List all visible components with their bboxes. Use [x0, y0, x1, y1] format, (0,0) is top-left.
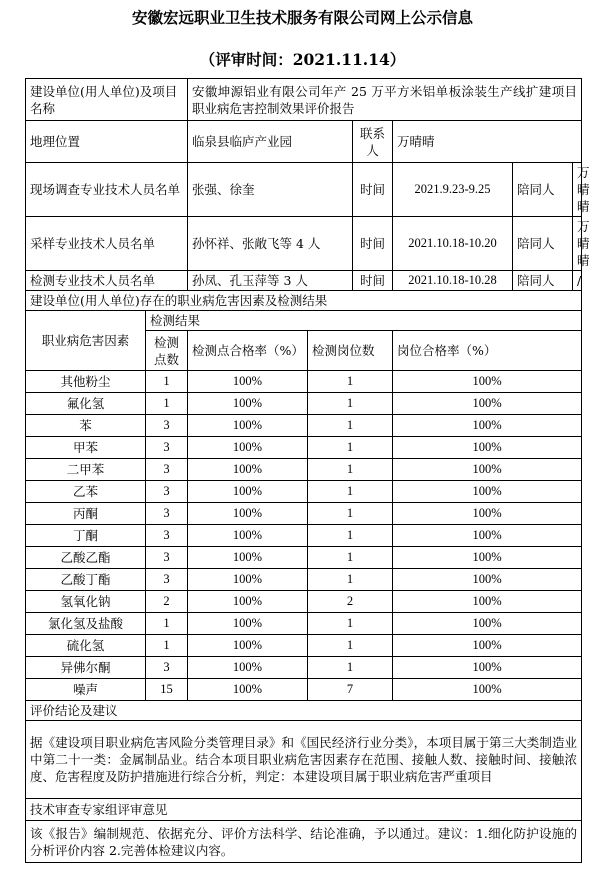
results-header-row — [26, 311, 582, 331]
result-row — [26, 679, 582, 701]
disclosure-table — [25, 78, 590, 863]
result-factor: 氢氧化钠 — [26, 591, 146, 613]
result-post-rate: 100% — [393, 679, 582, 701]
conclusion-text: 据《建设项目职业病危害风险分类管理目录》和《国民经济行业分类》，本项目属于第三大类制造业中第二十一类：金属制品业。结合本项目职业病危害因素存在范围、接触人数、接触时间、接触浓度、危害程度及防护措施进行综合分析，判定：本建设项目属于职业病危害严重项目 — [26, 721, 582, 799]
result-posts: 1 — [308, 459, 393, 481]
conclusion-title-row — [26, 701, 582, 721]
result-posts: 2 — [308, 591, 393, 613]
result-point-rate: 100% — [188, 679, 308, 701]
sampling-time-label: 时间 — [353, 217, 393, 271]
result-row — [26, 591, 582, 613]
results-section-title: 建设单位(用人单位)存在的职业病危害因素及检测结果 — [26, 291, 582, 311]
survey-time: 2021.9.23-9.25 — [393, 163, 513, 217]
result-factor: 异佛尔酮 — [26, 657, 146, 679]
result-posts: 1 — [308, 503, 393, 525]
result-factor: 丙酮 — [26, 503, 146, 525]
sampling-time: 2021.10.18-10.20 — [393, 217, 513, 271]
col-point-rate-header: 检测点合格率（%） — [188, 331, 308, 371]
result-post-rate: 100% — [393, 393, 582, 415]
unit-label: 建设单位(用人单位)及项目名称 — [26, 79, 188, 121]
result-row — [26, 525, 582, 547]
result-row — [26, 635, 582, 657]
result-posts: 1 — [308, 569, 393, 591]
contact-value: 万晴晴 — [393, 121, 582, 163]
result-factor: 硫化氢 — [26, 635, 146, 657]
col-post-rate-header: 岗位合格率（%） — [393, 331, 582, 371]
result-point-rate: 100% — [188, 371, 308, 393]
result-points: 2 — [146, 591, 188, 613]
result-factor: 甲苯 — [26, 437, 146, 459]
location-value: 临泉县临庐产业园 — [188, 121, 353, 163]
result-point-rate: 100% — [188, 657, 308, 679]
result-points: 1 — [146, 635, 188, 657]
col-points-header: 检测点数 — [146, 331, 188, 371]
result-post-rate: 100% — [393, 591, 582, 613]
result-factor: 丁酮 — [26, 525, 146, 547]
result-post-rate: 100% — [393, 459, 582, 481]
results-section-row — [26, 291, 582, 311]
testing-time-label: 时间 — [353, 271, 393, 291]
result-post-rate: 100% — [393, 525, 582, 547]
survey-value: 张强、徐奎 — [188, 163, 353, 217]
result-points: 3 — [146, 415, 188, 437]
sampling-label: 采样专业技术人员名单 — [26, 217, 188, 271]
result-posts: 1 — [308, 481, 393, 503]
conclusion-text-row — [26, 721, 582, 799]
col-posts-header: 检测岗位数 — [308, 331, 393, 371]
result-factor: 乙苯 — [26, 481, 146, 503]
result-post-rate: 100% — [393, 371, 582, 393]
result-point-rate: 100% — [188, 415, 308, 437]
result-factor: 乙酸乙酯 — [26, 547, 146, 569]
result-row — [26, 371, 582, 393]
location-label: 地理位置 — [26, 121, 188, 163]
sampling-accompany: 万晴晴 — [573, 217, 582, 271]
document-title: 安徽宏远职业卫生技术服务有限公司网上公示信息 — [131, 8, 473, 27]
review-text-row — [26, 821, 582, 863]
result-row — [26, 415, 582, 437]
result-post-rate: 100% — [393, 503, 582, 525]
result-post-rate: 100% — [393, 569, 582, 591]
result-post-rate: 100% — [393, 547, 582, 569]
result-posts: 1 — [308, 437, 393, 459]
result-point-rate: 100% — [188, 569, 308, 591]
contact-label: 联系人 — [353, 121, 393, 163]
result-post-rate: 100% — [393, 613, 582, 635]
review-title-row — [26, 799, 582, 821]
testing-time: 2021.10.18-10.28 — [393, 271, 513, 291]
testing-accompany: / — [573, 271, 582, 291]
result-post-rate: 100% — [393, 415, 582, 437]
unit-value: 安徽坤源铝业有限公司年产 25 万平方米铝单板涂装生产线扩建项目职业病危害控制效果评价报告 — [188, 79, 582, 121]
result-posts: 1 — [308, 547, 393, 569]
sampling-value: 孙怀祥、张敞飞等 4 人 — [188, 217, 353, 271]
result-points: 15 — [146, 679, 188, 701]
result-posts: 1 — [308, 635, 393, 657]
result-row — [26, 503, 582, 525]
testing-accompany-label: 陪同人 — [513, 271, 573, 291]
testing-value: 孙凤、孔玉萍等 3 人 — [188, 271, 353, 291]
result-posts: 1 — [308, 371, 393, 393]
result-posts: 7 — [308, 679, 393, 701]
results-body — [26, 371, 582, 701]
result-post-rate: 100% — [393, 437, 582, 459]
result-posts: 1 — [308, 657, 393, 679]
result-row — [26, 547, 582, 569]
result-points: 3 — [146, 437, 188, 459]
result-points: 1 — [146, 371, 188, 393]
result-row — [26, 459, 582, 481]
review-text: 该《报告》编制规范、依据充分、评价方法科学、结论准确，予以通过。建议：1.细化防护设施的分析评价内容 2.完善体检建议内容。 — [26, 821, 582, 863]
survey-time-label: 时间 — [353, 163, 393, 217]
result-factor: 苯 — [26, 415, 146, 437]
result-posts: 1 — [308, 525, 393, 547]
result-factor: 氟化氢 — [26, 393, 146, 415]
result-point-rate: 100% — [188, 613, 308, 635]
col-factor-header: 职业病危害因素 — [26, 311, 146, 371]
result-factor: 二甲苯 — [26, 459, 146, 481]
result-factor: 噪声 — [26, 679, 146, 701]
result-point-rate: 100% — [188, 481, 308, 503]
result-row — [26, 613, 582, 635]
result-point-rate: 100% — [188, 503, 308, 525]
result-post-rate: 100% — [393, 657, 582, 679]
sampling-accompany-label: 陪同人 — [513, 217, 573, 271]
sampling-row — [26, 217, 582, 271]
survey-accompany-label: 陪同人 — [513, 163, 573, 217]
result-row — [26, 569, 582, 591]
review-title: 技术审查专家组评审意见 — [26, 799, 582, 821]
result-row — [26, 393, 582, 415]
result-points: 3 — [146, 525, 188, 547]
result-factor: 乙酸丁酯 — [26, 569, 146, 591]
result-factor: 氯化氢及盐酸 — [26, 613, 146, 635]
result-point-rate: 100% — [188, 635, 308, 657]
result-point-rate: 100% — [188, 525, 308, 547]
result-point-rate: 100% — [188, 437, 308, 459]
result-row — [26, 481, 582, 503]
result-point-rate: 100% — [188, 393, 308, 415]
survey-row — [26, 163, 582, 217]
survey-accompany: 万晴晴 — [573, 163, 582, 217]
result-factor: 其他粉尘 — [26, 371, 146, 393]
survey-label: 现场调查专业技术人员名单 — [26, 163, 188, 217]
testing-label: 检测专业技术人员名单 — [26, 271, 188, 291]
result-points: 3 — [146, 569, 188, 591]
review-time: （评审时间：2021.11.14） — [199, 50, 406, 69]
location-row — [26, 121, 582, 163]
result-points: 3 — [146, 459, 188, 481]
result-point-rate: 100% — [188, 459, 308, 481]
result-row — [26, 657, 582, 679]
result-points: 1 — [146, 613, 188, 635]
result-point-rate: 100% — [188, 591, 308, 613]
result-posts: 1 — [308, 393, 393, 415]
result-posts: 1 — [308, 613, 393, 635]
testing-row — [26, 271, 582, 291]
result-points: 3 — [146, 481, 188, 503]
unit-row — [26, 79, 582, 121]
result-points: 3 — [146, 547, 188, 569]
result-point-rate: 100% — [188, 547, 308, 569]
result-post-rate: 100% — [393, 481, 582, 503]
result-points: 3 — [146, 503, 188, 525]
result-posts: 1 — [308, 415, 393, 437]
col-group-header: 检测结果 — [146, 311, 582, 331]
conclusion-title: 评价结论及建议 — [26, 701, 582, 721]
result-post-rate: 100% — [393, 635, 582, 657]
result-points: 3 — [146, 657, 188, 679]
result-points: 1 — [146, 393, 188, 415]
result-row — [26, 437, 582, 459]
